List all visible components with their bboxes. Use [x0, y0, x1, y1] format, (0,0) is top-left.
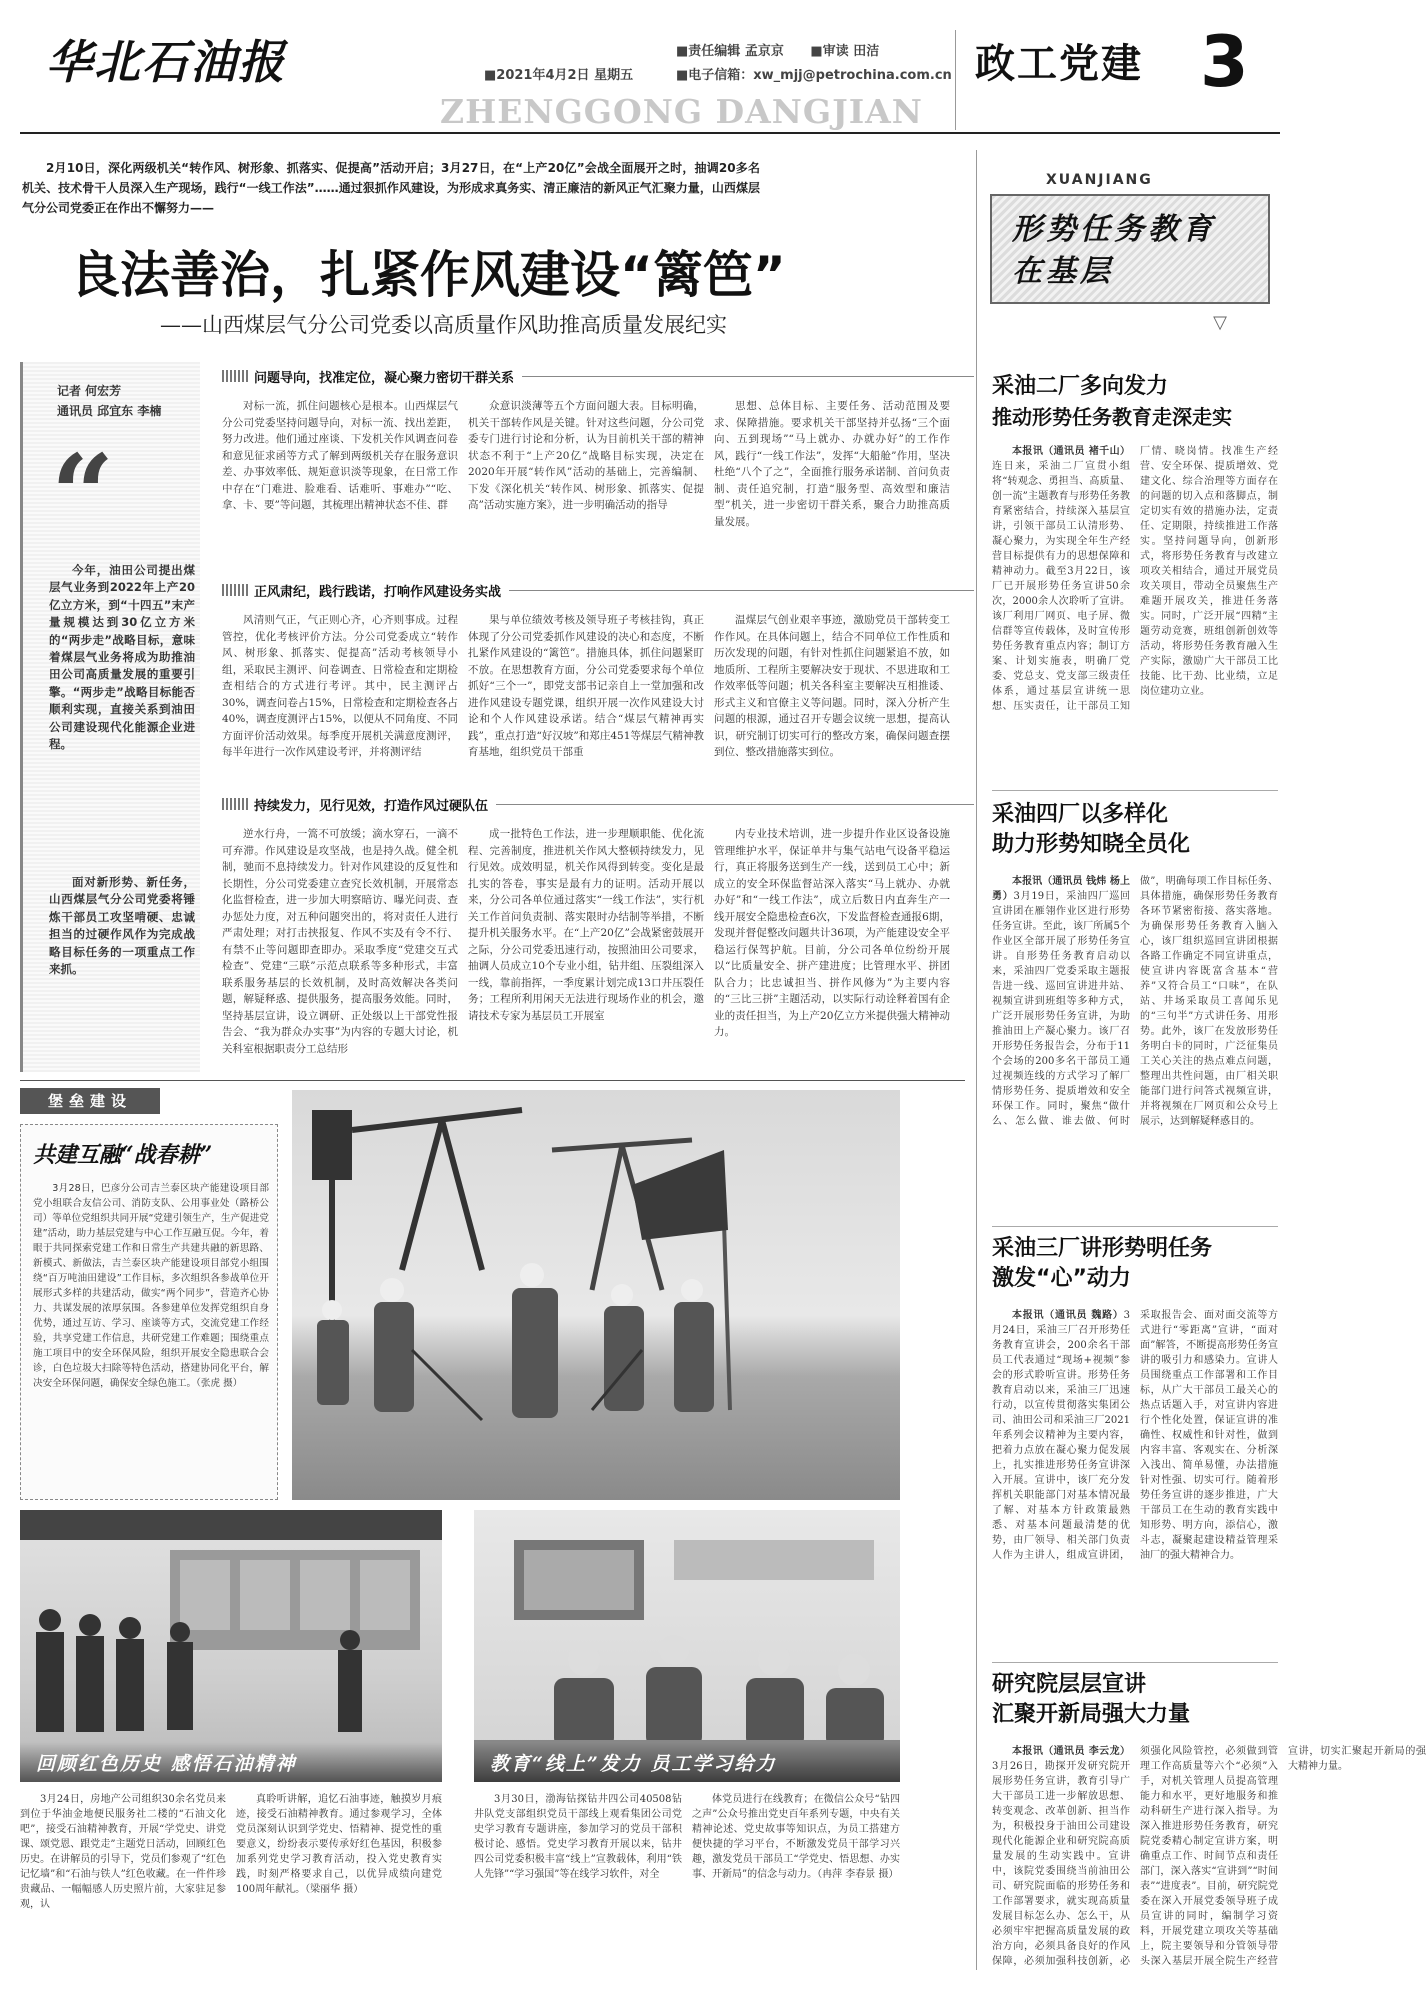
- section-2-heading: 正风肃纪，践行践诺，打响作风建设务实战: [222, 580, 974, 600]
- worker-figures: [317, 1263, 714, 1418]
- masthead-divider: [955, 30, 956, 130]
- editor-name: 孟京京: [744, 44, 784, 59]
- section-3-col-3: 内专业技术培训，进一步提升作业区设备设施管理维护水平，保证单井与集气站电气设备平稳运行，真正将服务送到生产一线，送到员工心中；新成立的安全环保监督站深入落实“马上就办、办就办好”和“一线工作法”，成立后数日内直奔生产一线开展安全隐患检查6次，下发监督检查通报6期，发现并督促整改问题共计36项，为产能建设安全平稳运行保驾护航。目前，分公司各单位纷纷开展以“比质量安全、拼产建进度；比管理水平、拼团队合力；比忠诚担当、拼作风修为”为主要内容的“三比三拼”主题活动，以实际行动诠释着国有企业的责任担当，为上产20亿立方米提供强大精神动力。: [714, 828, 950, 1038]
- section-1-col-3: 思想、总体目标、主要任务、活动范围及要求、保障措施。要求机关干部坚持并弘扬“三个面向、五到现场”“马上就办、办就办好”的工作作风，践行“一线工作法”，发挥“大船舱”作用，坚决杜绝“八个了之”，全面推行服务承诺制、首问负责制、责任追究制，打造“服务型、高效型和廉洁型”机关，进一步密切干群关系，聚合力助推高质量发展。: [714, 400, 950, 528]
- quote-text-2: 面对新形势、新任务，山西煤层气分公司党委将锤炼干部员工攻坚啃硬、忠诚担当的过硬作风作为完成战略目标任务的一项重点工作来抓。: [49, 875, 195, 977]
- right-article-2-title-2: 助力形势知晓全员化: [992, 832, 1191, 857]
- date-line: ■2021年4月2日 星期五: [484, 68, 634, 83]
- editor-info: [676, 40, 996, 59]
- section-marker-icon: [222, 584, 248, 596]
- quote-text: 今年，油田公司提出煤层气业务到2022年上产20亿立方米，到“十四五”末产量规模达到30亿立方米的“两步走”战略目标，意味着煤层气业务将成为助推油田公司高质量发展的重要引擎。“两步走”战略目标能否顺利实现，直接关系到油田公司建设现代化能源企业进程。: [49, 563, 195, 752]
- right-article-3-body: 3月24日，采油三厂召开形势任务教育宣讲会，200余名干部员工代表通过“现场+视频”参会的形式聆听宣讲。形势任务教育启动以来，采油三厂迅速行动，以宣传贯彻落实集团公司、油田公司和采油三厂2021年系列会议精神为主要内容，把着力点放在凝心聚力促发展上，扎实推进形势任务宣讲深入开展。宣讲中，该厂充分发挥机关职能部门对基本情况最了解、对基本方针政策最熟悉、对基本问题最清楚的优势，由厂领导、相关部门负责人作为主讲人，组成宣讲团，采取报告会、面对面交流等方式进行“零距离”宣讲，“面对面”解答，不断提高形势任务宣讲的吸引力和感染力。宣讲人员围绕重点工作部署和工作目标，从广大干部员工最关心的热点话题入手，对宣讲内容进行个性化处置，保证宣讲的准确性、权威性和针对性，做到内容丰富、客观实在、分析深入浅出、简单易懂，办法措施针对性强、切实可行。随着形势任务宣讲的逐步推进，广大干部员工在生动的教育实践中知形势、明方向，添信心，激斗志，凝聚起建设精益管理采油厂的强大精神合力。: [992, 1310, 1278, 1561]
- right-article-2-text: [992, 874, 1278, 1218]
- right-article-3-text: [992, 1308, 1278, 1654]
- section-marker-icon: [222, 798, 248, 810]
- masthead-rule: [20, 132, 1280, 134]
- right-article-3-title-2: 激发“心”动力: [992, 1266, 1131, 1291]
- section-2-col-3: 温煤层气创业艰辛事迹，激励党员干部转变工作作风。在具体问题上，结合不同单位工作性质和历次发现的问题，有针对性抓住问题紧追不放，如地质所、工程所主要解决安于现状、不思进取和工作效率低等问题；机关各科室主要解决互相推诿、形式主义和官僚主义等问题。同时，深入分析产生问题的根源，通过召开专题会议统一思想，提高认识，研究制订切实可行的整改方案，确保问题查摆到位、整改措施落实到位。: [714, 614, 950, 758]
- oilfield-scene: [292, 1090, 900, 1500]
- reporter-line-1: 记者 何宏芳: [57, 384, 122, 398]
- lower-section-rule: [20, 1080, 965, 1081]
- section-2-col-2: 果与单位绩效考核及领导班子考核挂钩，真正体现了分公司党委抓作风建设的决心和态度，不断扎紧作风建设的“篱笆”。措施具体，抓住问题紧盯不放。在思想教育方面，分公司党委要求每个单位抓好“三个一”，即党支部书记亲自上一堂加强和改进作风建设专题党课，组织开展一次作风建设大讨论和个人作风建设承诺。结合“煤层气精神再实践”，重点打造“好汉坡”和郑庄451等煤层气精神教育基地，组织党员干部重: [468, 614, 704, 758]
- history-exhibit-photo: [20, 1510, 442, 1782]
- section-3-col-1: 逆水行舟，一篙不可放缓；滴水穿石，一滴不可弃滞。作风建设是攻坚战，也是持久战。健全机制，驰而不息持续发力。针对作风建设的反复性和长期性，分公司党委建立查究长效机制，开展常态化监督检查，进一步加大明察暗访、曝光问责、查办惩处力度，对五种问题突出的，将对责任人进行严肃处理；对打击挟报复、作风不实及有令不行、有禁不止等问题即查即办。采取季度“党建交互式检查”、党建“三联”示范点联系等多种形式，丰富联系服务基层的长效机制，及时高效解决各类问题，解疑释惑、提供服务，提高服务效能。同时，坚持基层宣讲，设立调研、正处级以上干部党性报告会、“我为群众办实事”为内容的专题大讨论，机关科室根据职责分工总结形: [222, 828, 458, 1055]
- section-1-col-1: 对标一流，抓住问题核心是根本。山西煤层气分公司党委坚持问题导向，对标一流、找出差距，努力改进。他们通过座谈、下发机关作风调查问卷和意见征求函等方式了解到两级机关存在服务意识差、办事效率低、规矩意识淡等现象，在日常工作中存在“门难进、脸难看、话难听、事难办”“吃、拿、卡、要”等问题，其梳理出精神状态不佳、群: [222, 400, 458, 511]
- newspaper-logo: 华北石油报: [46, 35, 286, 89]
- photo-2-text-b: 真聆听讲解，追忆石油事迹，触摸岁月痕迹，接受石油精神教育。通过参观学习，全体党员深刻认识到学党史、悟精神、提党性的重要意义，纷纷表示要传承好红色基因，积极参加系列党史学习教育活动，投入党史教育实践，时刻严格要求自己，以优异成绩向建党100周年献礼。（梁丽华 摄）: [236, 1794, 442, 1895]
- right-article-1-body: 连日来，采油二厂宣贯小组将“转观念、勇担当、高质量、创一流”主题教育与形势任务教育紧密结合，持续深入基层宣讲，引领干部员工认清形势、凝心聚力，为实现全年生产经营目标提供有力的思想保障和精神动力。截至3月22日，该厂已开展形势任务宣讲50余次，2000余人次聆听了宣讲。该厂利用厂网页、电子屏、微信群等宣传载体，及时宣传形势任务教育重点内容；制订方案、计划实施表，明确厂党委、党总支、党支部三级责任体系，通过基层宣讲统一思想、压实责任，让干部员工知厂情、晓岗情。找准生产经营、安全环保、提质增效、党建文化、综合治理等方面存在的问题的切入点和落脚点，制定切实有效的措施办法，定责任、定期限，持续推进工作落实。坚持问题导向，创新形式，将形势任务教育与改建立项攻关相结合，通过开展党员攻关项目，带动全员聚焦生产难题开展攻关，推进任务落实。同时，广泛开展“四精”主题劳动竞赛，班组创新创效等活动，将形势任务教育融入生产实际，激励广大干部员工比技能、比干劲、比业绩，立足岗位建功立业。: [992, 446, 1278, 712]
- photo-3-caption: 教育“线上”发力 员工学习给力: [474, 1742, 900, 1782]
- email-line: ■电子信箱：xw_mjj@petrochina.com.cn: [676, 68, 952, 83]
- right-divider: [992, 790, 1278, 791]
- pumpjack-head: [312, 1110, 352, 1180]
- right-divider: [992, 1662, 1278, 1663]
- right-article-1-byline: 本报讯（通讯员 褚千山）: [1012, 446, 1130, 457]
- editor-label: ■责任编辑: [676, 44, 741, 59]
- oilfield-photo: [292, 1090, 900, 1500]
- right-article-2-body: 3月19日，采油四厂巡回宣讲团在雁翎作业区进行形势任务宣讲。至此，该厂所属5个作业区全部开展了形势任务宣讲。自形势任务教育启动以来，采油四厂党委采取主题报告进一线、巡回宣讲进井站、视频宣讲到班组等多种方式，广泛开展形势任务宣讲，为助推油田上产凝心聚力。该厂召开形势任务报告会，分布于11个会场的200多名干部员工通过视频连线的方式学习了解厂情形势任务、提质增效和安全环保工作。同时，聚焦“做什么、怎么做、谁去做、何时做”，明确每项工作目标任务、具体措施，确保形势任务教育各环节紧密衔接、落实落地。为确保形势任务教育入脑入心，该厂组织巡回宣讲团根据各路工作确定不同宣讲重点，使宣讲内容既富含基本“营养”又符合员工“口味”，在队站、井场采取员工喜闻乐见的“三句半”方式讲任务、用形势。此外，该厂在发放形势任务明白卡的同时，广泛征集员工关心关注的热点难点问题，整理出共性问题，由厂相关职能部门进行问答式视频宣讲，并将视频在厂网页和公众号上展示，达到解疑释惑目的。: [992, 876, 1278, 1127]
- right-article-4-title-2: 汇聚开新局强大力量: [992, 1702, 1191, 1727]
- right-article-2-byline: 本报讯（通讯员 钱炜 杨上勇）: [992, 876, 1130, 902]
- section-marker-icon: [222, 370, 248, 382]
- lead-subheadline: ——山西煤层气分公司党委以高质量作风助推高质量发展纪实: [160, 313, 727, 337]
- feature-box: [20, 1124, 278, 1500]
- section-3-heading: 持续发力，见行见效，打造作风过硬队伍: [222, 794, 974, 814]
- right-divider: [992, 1226, 1278, 1227]
- feature-text: 3月28日，巴彦分公司吉兰泰区块产能建设项目部党小组联合友信公司、消防支队、公用事业处（路桥公司）等单位党组织共同开展“党建引领生产，生产促进党建”活动，助力基层党建与中心工作互融互促。今年，着眼于共同探索党建工作和日常生产共建共融的新思路、新模式、新做法，吉兰泰区块产能建设项目部党小组围绕“百万吨油田建设”工作目标，多次组织各参战单位开展形式多样的共建活动，做实“两个同步”，营造齐心协力、共谋发展的浓厚氛围。各参建单位发挥党组织自身优势，通过互访、学习、座谈等方式，交流党建工作经验，共享党建工作信息，共研党建工作难题；围绕重点施工项目中的安全环保风险，组织开展安全隐患联合会诊，白色垃圾大扫除等特色活动，搭建协同化平台，解决安全环保问题，确保安全绿色施工。（张虎 摄）: [33, 1183, 269, 1389]
- banner-label: XUANJIANG: [1046, 172, 1153, 188]
- feature-title: 共建互融“战春耕”: [33, 1142, 213, 1168]
- section-3-col-2: 成一批特色工作法，进一步理顺职能、优化流程、完善制度，推进机关作风大整顿持续发力，见行见效。成效明显，机关作风得到转变。变化是最扎实的答卷，事实是最有力的证明。活动开展以来，分公司各单位通过落实“一线工作法”，实行机关工作首问负责制、落实限时办结制等举措，不断提升机关服务水平。在“上产20亿”会战紧密鼓展开之际，分公司党委迅速行动，按照油田公司要求，抽调人员成立10个专业小组，钻井组、压裂组深入一线，靠前指挥，一季度累计划完成13口井压裂任务；工程所利用闲天无法进行现场作业的机会，邀请技术专家为基层员工开展室: [468, 828, 704, 1022]
- reporter-line-2: 通讯员 邱宜东 李楠: [57, 404, 162, 418]
- right-article-2-title-1: 采油四厂以多样化: [992, 802, 1169, 827]
- photo-2-caption: 回顾红色历史 感悟石油精神: [20, 1742, 442, 1782]
- right-article-1-title-1: 采油二厂多向发力: [992, 374, 1169, 399]
- masthead: [0, 0, 1300, 130]
- quote-column: [20, 362, 200, 1072]
- banner-title-line-1: 形势任务教育: [1012, 212, 1216, 247]
- page-number: 3: [1200, 21, 1249, 103]
- lead-headline: 良法善治，扎紧作风建设“篱笆”: [70, 246, 786, 304]
- right-article-4-body: 3月26日，勘探开发研究院开展形势任务宣讲，教育引导广大干部员工进一步解放思想、转变观念、改革创新、担当作为，积极投身于油田公司建设现代化能源企业和研究院高质量发展的生动实践中。宣讲中，该院党委围绕当前油田公司、研究院面临的形势任务和工作部署要求，就实现高质量发展目标怎么办、怎么干，从必须牢牢把握高质量发展的政治方向，必须具备良好的作风保障，必须加强科技创新，必须强化风险管控，必须做到管理工作高质量等六个“必须”入手，对机关管理人员提高管理能力和水平，更好地服务和推动科研生产进行深入指导。为深入推进形势任务教育，研究院党委精心制定宣讲方案，明确重点工作、时间节点和责任部门，深入落实“宣讲到”“时间表”“进度表”。目前，研究院党委在深入开展党委领导班子成员宣讲的同时，编制学习资料，开展党建立项攻关等基础上，院主要领导和分管领导带头深入基层开展全院生产经营宣讲，切实汇聚起开新局的强大精神力量。: [992, 1746, 1426, 1967]
- section-1-col-2: 众意识淡薄等五个方面问题大表。目标明确，机关干部转作风是关键。针对这些问题，分公司党委专门进行讨论和分析，认为目前机关干部的精神状态不利于“上产20亿”战略目标实现，决定在2020年开展“转作风”活动的基础上，完善编制、下发《深化机关“转作风、树形象、抓落实、促提高”活动实施方案》，进一步明确活动的指导: [468, 400, 704, 511]
- section-2-col-1: 风清则气正，气正则心齐，心齐则事成。过程管控，优化考核评价方法。分公司党委成立“转作风、树形象、抓落实、促提高”活动考核领导小组，采取民主测评、问卷调查、日常检查和定期检查相结合的方式进行考评。其中，民主测评占30%，调查问卷占15%，日常检查和定期检查各占40%，调查度测评占15%，以便从不同角度、不同方面评价活动效果。每季度开展机关满意度测评，每半年进行一次作风建设考评，并将测评结: [222, 614, 458, 758]
- right-article-4-title-1: 研究院层层宣讲: [992, 1672, 1147, 1697]
- lead-intro: 2月10日，深化两级机关“转作风、树形象、抓落实、促提高”活动开启；3月27日，在“上产20亿”会战全面展开之时，抽调20多名机关、技术骨干人员深入生产现场，践行“一线工作法”……通过狠抓作风建设，为形成求真务实、清正廉洁的新风正气汇聚力量，山西煤层气分公司党委正在作出不懈努力——: [22, 161, 760, 215]
- photo-2-text-a: 3月24日，房地产公司组织30余名党员来到位于华油金地便民服务社二楼的“石油文化吧”，接受石油精神教育，开展“学党史、讲党课、颂党恩、跟党走”主题党日活动，回顾红色历史。在讲解员的引导下，党员们参观了“红色记忆墙”和“石油与铁人”红色收藏。在一件件珍贵藏品、一幅幅感人历史照片前，大家驻足参观，认: [20, 1794, 226, 1910]
- section-1-heading: 问题导向，找准定位，凝心聚力密切干群关系: [222, 366, 974, 386]
- participant-figures: [554, 1635, 884, 1748]
- online-learning-photo: [474, 1510, 900, 1782]
- right-article-4-byline: 本报讯（通讯员 李云龙）: [1012, 1746, 1130, 1757]
- section-label: 堡垒建设: [20, 1088, 160, 1114]
- right-article-1-title-2: 推动形势任务教育走深走实: [992, 405, 1232, 429]
- pumpjack-icon: [332, 1110, 522, 1320]
- column-divider: [976, 150, 977, 1970]
- chevron-down-icon: ▽: [1213, 312, 1227, 333]
- section-title: 政工党建: [975, 41, 1143, 87]
- banner-title-line-2: 在基层: [1012, 254, 1114, 289]
- right-article-4-text: [992, 1744, 1426, 1970]
- xuanjiang-banner: [990, 194, 1270, 304]
- reviewer-name: 田洁: [853, 44, 880, 59]
- right-article-3-title-1: 采油三厂讲形势明任务: [992, 1236, 1213, 1261]
- photo-3-text-a: 3月30日，渤海钻探钻井四公司40508钻井队党支部组织党员干部线上观看集团公司党史学习教育专题讲座，参加学习的党员干部积极讨论、感悟。党史学习教育开展以来，钻井四公司党委积极丰富“线上”宣教载体，利用“铁人先锋”“学习强国”等在线学习软件，对全: [474, 1794, 682, 1880]
- flag-icon: [632, 1150, 728, 1240]
- pinyin-title: ZHENGGONG DANGJIAN: [440, 92, 923, 131]
- quote-mark-icon: “: [51, 430, 115, 559]
- right-article-3-byline: 本报讯（通讯员 魏路）: [1012, 1310, 1124, 1321]
- reviewer-label: ■审读: [810, 44, 849, 59]
- photo-3-text-b: 体党员进行在线教育；在微信公众号“钻四之声”公众号推出党史百年系列专题，中央有关精神论述、党史故事等知识点，为员工搭建方便快捷的学习平台，不断激发党员干部学习兴趣，激发党员干部员工“学党史、悟思想、办实事、开新局”的信念与动力。（冉萍 李春景 摄）: [692, 1794, 900, 1880]
- right-article-1-text: [992, 444, 1278, 782]
